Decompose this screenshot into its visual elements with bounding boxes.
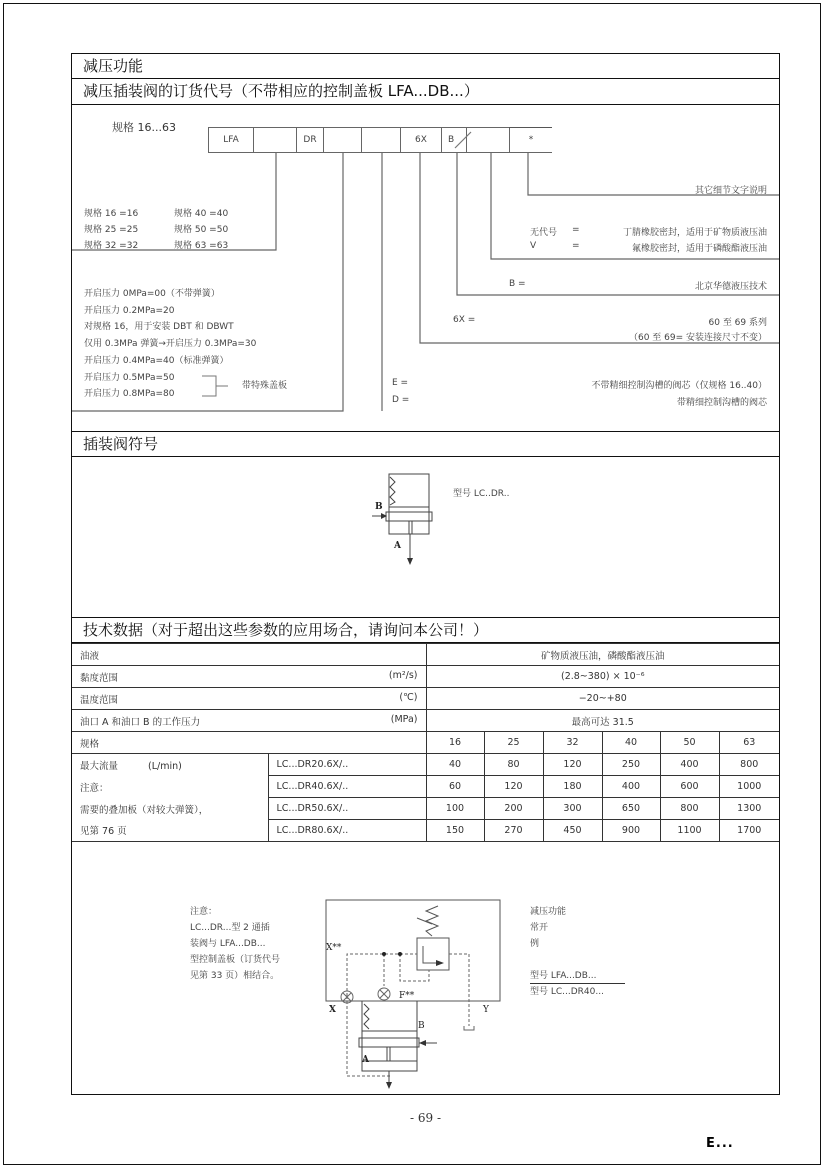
flow-value: 400 [602,776,660,798]
row-label: 油口 A 和油口 B 的工作压力 [80,716,201,728]
section-title-function: 减压功能 [72,54,779,79]
port-a-label: A [362,1055,369,1065]
example-model-top: 型号 LFA...DB... [530,968,625,984]
code-box-dr: DR [296,127,323,153]
note-line: 需要的叠加板（对较大弹簧）， [72,798,268,820]
flow-value: 800 [719,754,779,776]
row-label: 黏度范围 [80,672,119,684]
code-box-series: 6X [400,127,441,153]
series-code: 6X = [453,315,476,325]
example-note-line: 注意： [190,907,218,917]
spool-desc-d: 带精细控制沟槽的阀芯 [676,398,767,408]
pressure-item: 对规格 16，用于安装 DBT 和 DBWT [84,322,234,333]
port-x-label: X [329,1005,336,1015]
code-box-spool [361,127,400,153]
size-item: 规格 25 =25 [84,225,139,235]
example-circuit-diagram-icon [322,896,522,1091]
pressure-item: 开启压力 0.4MPa=40（标准弹簧） [84,355,229,366]
example-note-line: 型控制盖板（订货代号 [190,955,281,965]
b-code-desc: 北京华德液压技术 [694,282,767,292]
size-item: 规格 40 =40 [174,209,229,219]
table-row-sizes [72,732,779,754]
flow-row [72,798,779,820]
b-code: B = [509,279,526,289]
seal-code-none: 无代号 [530,228,558,238]
flow-value: 1100 [660,820,719,842]
flow-value: 250 [602,754,660,776]
flow-unit: (L/min) [148,760,182,772]
special-cover-label: 带特殊盖板 [242,381,288,391]
seal-code-v: V [530,241,537,251]
flow-value: 800 [660,798,719,820]
example-note-line: 见第 33 页）相结合。 [190,971,280,981]
flow-value: 300 [543,798,602,820]
flow-value: 400 [660,754,719,776]
size-list-col1 [84,206,138,254]
size-header: 规格 [72,732,426,754]
content-frame [71,53,780,1095]
size-item: 规格 50 =50 [174,225,229,235]
row-value: 矿物质液压油，磷酸酯液压油 [426,644,779,666]
section-title-symbol: 插装阀符号 [72,431,779,457]
table-row [72,688,779,710]
port-b-label: B [375,502,383,512]
example-right-text [530,904,566,952]
flow-value: 270 [484,820,543,842]
flow-row [72,820,779,842]
size-col: 32 [543,732,602,754]
symbol-model-label: 型号 LC..DR.. [453,489,510,499]
example-right-line: 常开 [530,923,549,933]
flow-value: 120 [484,776,543,798]
flow-label: 最大流量 [80,760,119,772]
note-line: 注意： [72,776,268,798]
row-value: 最高可达 31.5 [426,710,779,732]
size-item: 规格 16 =16 [84,209,139,219]
example-note-line: LC...DR...型 2 通插 [190,923,270,933]
slash-mark-icon [452,129,474,151]
code-box-pressure [323,127,361,153]
spool-desc-e: 不带精细控制沟槽的阀芯（仅规格 16..40） [591,381,767,391]
code-box-b: B [441,127,466,153]
company-logo: E... [706,1136,734,1151]
example-right-line: 例 [530,939,540,949]
page-number: - 69 - [410,1111,442,1125]
size-col: 16 [426,732,484,754]
example-note [190,904,280,984]
pressure-list [84,286,256,403]
pressure-item: 开启压力 0.8MPa=80 [84,389,175,400]
example-note-line: 装阀与 LFA...DB... [190,939,266,949]
size-col: 63 [719,732,779,754]
table-row [72,644,779,666]
pressure-item: 仅用 0.3MPa 弹簧→开启压力 0.3MPa=30 [84,339,257,350]
row-unit: (MPa) [390,713,418,725]
table-row [72,666,779,688]
size-item: 规格 63 =63 [174,241,229,251]
flow-model: LC...DR50.6X/.. [268,798,426,820]
code-box-size [253,127,296,153]
flow-value: 100 [426,798,484,820]
seal-eq: = [572,225,580,235]
size-item: 规格 32 =32 [84,241,139,251]
flow-model: LC...DR40.6X/.. [268,776,426,798]
flow-value: 200 [484,798,543,820]
table-row [72,710,779,732]
flow-value: 150 [426,820,484,842]
section-title-order-code: 减压插装阀的订货代号（不带相应的控制盖板 LFA...DB...） [72,79,779,105]
size-list-col2 [174,206,228,254]
example-model-bottom: 型号 LC...DR40... [530,987,604,997]
seal-eq: = [572,241,580,251]
port-b-label: B [418,1021,425,1031]
flow-row [72,776,779,798]
flow-value: 900 [602,820,660,842]
size-col: 40 [602,732,660,754]
flow-value: 650 [602,798,660,820]
flow-row [72,754,779,776]
port-a-label: A [394,541,401,551]
row-value: −20~+80 [426,688,779,710]
flow-value: 450 [543,820,602,842]
tech-data-table [72,643,779,842]
size-col: 25 [484,732,543,754]
pressure-item: 开启压力 0MPa=00（不带弹簧） [84,289,220,299]
pressure-item: 开启压力 0.2MPa=20 [84,305,175,316]
size-col: 50 [660,732,719,754]
flow-model: LC...DR80.6X/.. [268,820,426,842]
flow-value: 600 [660,776,719,798]
port-y-label: Y [483,1005,489,1015]
row-label-cell [72,666,426,688]
seal-desc-fkm: 氟橡胶密封，适用于磷酸酯液压油 [631,244,767,254]
port-x-star-label: X** [326,943,342,953]
flow-model: LC...DR20.6X/.. [268,754,426,776]
row-label: 温度范围 [80,694,119,706]
flow-value: 1700 [719,820,779,842]
series-note: （60 至 69= 安装连接尺寸不变） [628,333,767,343]
cartridge-valve-symbol-icon [352,469,452,569]
flow-label-cell [72,754,268,776]
row-label-cell [72,688,426,710]
flow-value: 60 [426,776,484,798]
row-unit: (m²/s) [388,669,418,681]
pressure-item: 开启压力 0.5MPa=50 [84,372,175,383]
spool-code-d: D = [392,395,410,405]
flow-value: 180 [543,776,602,798]
flow-value: 1000 [719,776,779,798]
series-desc: 60 至 69 系列 [708,318,767,328]
code-box-other: * [509,127,552,153]
flow-value: 40 [426,754,484,776]
example-right-line: 减压功能 [530,907,567,917]
size-range-label: 规格 16...63 [112,121,176,134]
section-title-tech: 技术数据（对于超出这些参数的应用场合，请询问本公司！） [72,617,779,643]
code-box-lfa: LFA [208,127,253,153]
row-unit: (℃) [399,691,418,703]
flow-value: 80 [484,754,543,776]
other-details-label: 其它细节文字说明 [694,186,767,196]
flow-value: 120 [543,754,602,776]
port-f-star-label: F** [399,991,415,1001]
row-label-cell [72,710,426,732]
seal-desc-nbr: 丁腈橡胶密封，适用于矿物质液压油 [622,228,767,238]
note-line: 见第 76 页 [72,820,268,842]
spool-code-e: E = [392,378,409,388]
flow-value: 1300 [719,798,779,820]
row-label: 油液 [72,644,426,666]
row-value: (2.8~380) × 10⁻⁶ [426,666,779,688]
